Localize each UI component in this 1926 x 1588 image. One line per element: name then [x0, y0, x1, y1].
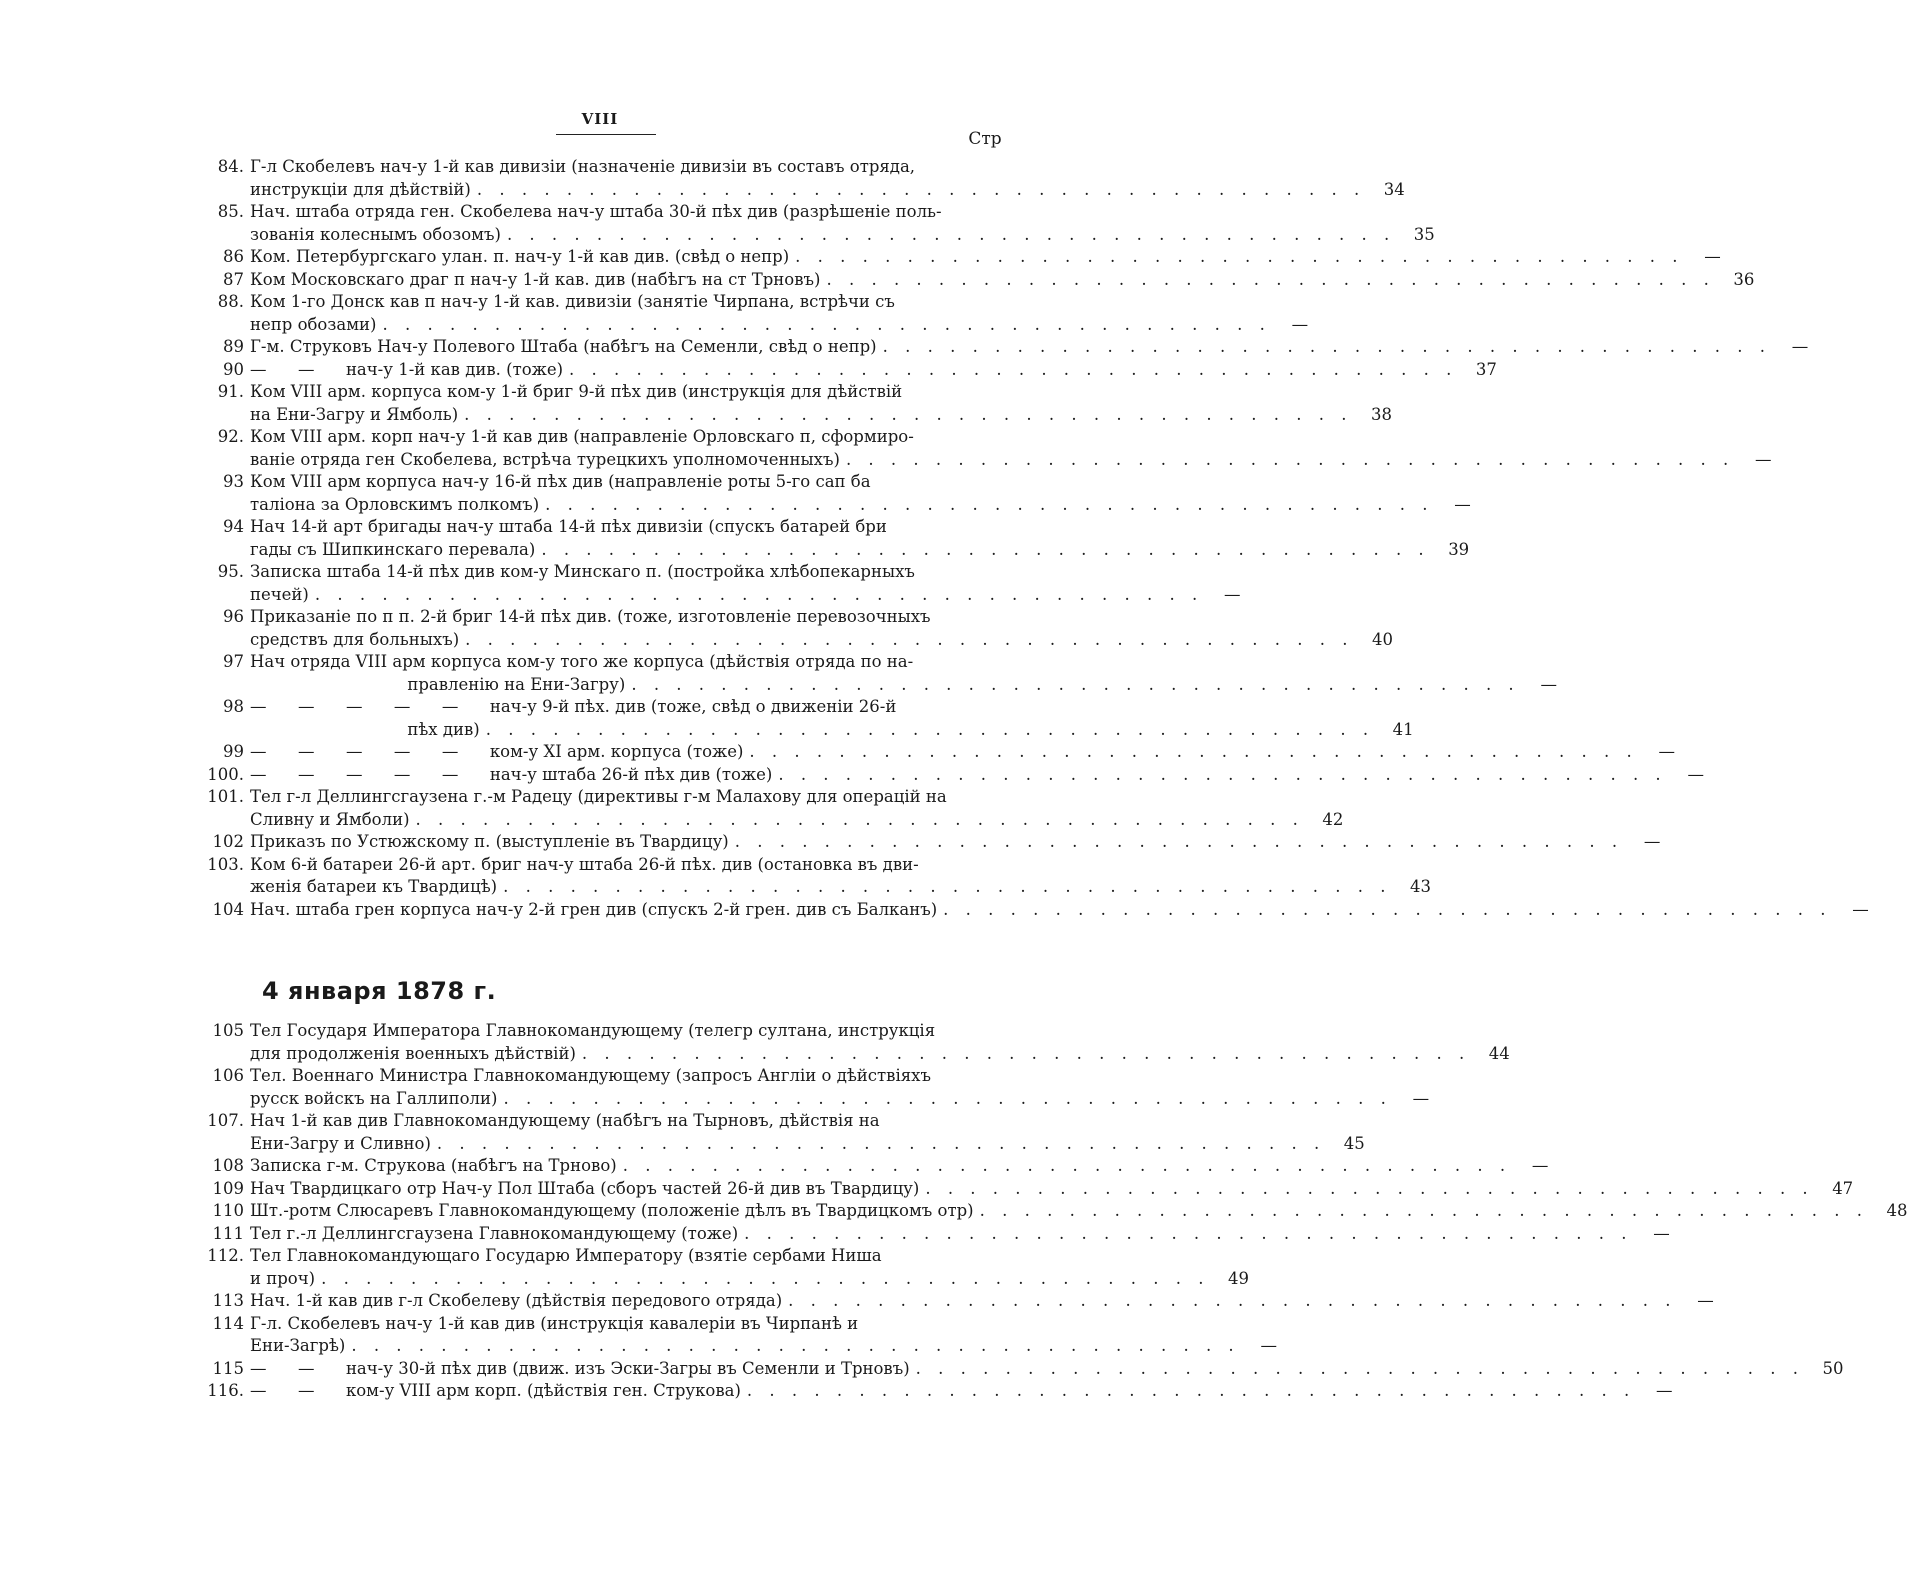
- page-ref: —: [1531, 1156, 1549, 1175]
- page-ref: —: [1643, 832, 1661, 851]
- toc-entry: [200, 359, 1497, 382]
- entry-text: Нач. штаба грен корпуса нач-у 2-й грен див (спускъ 2-й грен. див съ Балканъ): [250, 899, 938, 919]
- entry-text: Г-л Скобелевъ нач-у 1-й кав дивизіи (назначеніе дивизіи въ составъ отряда,: [250, 157, 916, 176]
- entry-text: Нач. штаба отряда ген. Скобелева нач-у штаба 30-й пѣх див (разрѣшеніе поль-: [250, 202, 942, 221]
- entry-text: Ени-Загрѣ): [250, 1336, 346, 1355]
- entry-text: Тел. Военнаго Министра Главнокомандующему (запросъ Англіи о дѣйствіяхъ: [250, 1066, 931, 1085]
- leader-dots: . . . . . . . . . . . . . . . . . . . . . . . . . . . . . . . . . . . . . . . .: [925, 1178, 1814, 1198]
- leader-dots: . . . . . . . . . . . . . . . . . . . . . . . . . . . . . . . . . . . . . . . .: [778, 764, 1667, 784]
- toc-entry: [200, 1110, 1365, 1155]
- entry-line: [250, 291, 1329, 314]
- entry-text: Нач 1-й кав див Главнокомандующему (набѣгъ на Тырновъ, дѣйствія на: [250, 1111, 880, 1130]
- toc-entry: [200, 1155, 1549, 1178]
- page-ref: 39: [1448, 539, 1470, 559]
- page-ref: —: [1653, 1223, 1670, 1243]
- entry-line: [250, 651, 1578, 674]
- page-ref: 47: [1832, 1178, 1854, 1198]
- leader-dots: . . . . . . . . . . . . . . . . . . . . . . . . . . . . . . . . . . . . . . . .: [631, 674, 1520, 694]
- toc-entry: [200, 1313, 1277, 1358]
- entry-number: 88.: [217, 292, 244, 311]
- entry-text: правленію на Ени-Загру): [250, 674, 626, 694]
- page-ref: 43: [1409, 877, 1431, 896]
- entry-number: 104: [212, 899, 244, 919]
- toc-entry: [200, 831, 1661, 854]
- leader-dots: . . . . . . . . . . . . . . . . . . . . . . . . . . . . . . . . . . . . . . . .: [503, 877, 1392, 896]
- page-ref: —: [1755, 449, 1772, 469]
- date-heading: 4 января 1878 г.: [262, 977, 497, 1005]
- entry-text: на Ени-Загру и Ямболь): [250, 404, 459, 424]
- toc-entry: [200, 1380, 1673, 1403]
- toc-entry: [200, 246, 1721, 269]
- entry-line: [250, 426, 1792, 449]
- entry-text: Нач 14-й арт бригады нач-у штаба 14-й пѣх дивизіи (спускъ батарей бри: [250, 517, 887, 536]
- toc-entry: [200, 764, 1704, 787]
- entry-line: [250, 179, 1423, 202]
- leader-dots: . . . . . . . . . . . . . . . . . . . . . . . . . . . . . . . . . . . . . . . .: [503, 1088, 1392, 1108]
- entry-text: Нач Твардицкаго отр Нач-у Пол Штаба (сборъ частей 26-й див въ Твардицу): [250, 1178, 920, 1198]
- page-number: VIII: [581, 110, 619, 128]
- entry-number: 112.: [207, 1246, 244, 1265]
- leader-dots: . . . . . . . . . . . . . . . . . . . . . . . . . . . . . . . . . . . . . . . .: [746, 1381, 1636, 1400]
- entry-text: — — ком-у VIII арм корп. (дѣйствія ген. Струкова): [250, 1381, 741, 1400]
- entry-line: [250, 1335, 1298, 1358]
- leader-dots: . . . . . . . . . . . . . . . . . . . . . . . . . . . . . . . . . . . . . . . .: [382, 314, 1271, 334]
- entry-line: [250, 1223, 1691, 1246]
- page-ref: 34: [1383, 179, 1405, 199]
- entry-line: [250, 1380, 1693, 1403]
- entry-text: Нач отряда VIII арм корпуса ком-у того же корпуса (дѣйствія отряда по на-: [250, 652, 914, 671]
- entry-text: непр обозами): [250, 314, 377, 334]
- toc-entry: [200, 1020, 1510, 1065]
- page-ref: 50: [1822, 1358, 1844, 1378]
- entry-line: [250, 854, 1449, 877]
- entry-line: [250, 404, 1411, 427]
- entry-number: 89: [223, 337, 244, 356]
- entry-text: для продолженія военныхъ дѣйствій): [250, 1043, 576, 1063]
- entry-number: 92.: [217, 427, 244, 446]
- toc-entry: [200, 269, 1755, 292]
- entry-number: 96: [223, 607, 244, 626]
- entry-text: Шт.-ротм Слюсаревъ Главнокомандующему (положеніе дѣлъ въ Твардицкомъ отр): [250, 1201, 974, 1220]
- toc-entry: [200, 336, 1809, 359]
- entry-number: 93: [223, 472, 244, 491]
- entry-text: русск войскъ на Галлиполи): [250, 1088, 498, 1108]
- entry-number: 106: [212, 1066, 244, 1085]
- entry-text: средствъ для больныхъ): [250, 629, 460, 649]
- entry-number: 109: [212, 1178, 244, 1198]
- leader-dots: . . . . . . . . . . . . . . . . . . . . . . . . . . . . . . . . . . . . . . . .: [826, 269, 1715, 289]
- entry-text: инструкціи для дѣйствій): [250, 179, 471, 199]
- entry-line: [250, 471, 1492, 494]
- entry-number: 116.: [207, 1381, 244, 1400]
- entry-text: зованія колеснымъ обозомъ): [250, 224, 501, 244]
- leader-dots: . . . . . . . . . . . . . . . . . . . . . . . . . . . . . . . . . . . . . . . .: [622, 1156, 1512, 1175]
- entry-text: Тел Государя Императора Главнокомандующему (телегр султана, инструкція: [250, 1021, 936, 1040]
- entry-line: [250, 1065, 1450, 1088]
- entry-number: 115: [212, 1358, 244, 1378]
- leader-dots: . . . . . . . . . . . . . . . . . . . . . . . . . . . . . . . . . . . . . . . .: [465, 629, 1354, 649]
- page-ref: 48: [1886, 1201, 1908, 1220]
- page-ref: —: [1540, 674, 1557, 694]
- entry-text: — — — — — ком-у XI арм. корпуса (тоже): [250, 742, 744, 761]
- entry-text: Приказъ по Устюжскому п. (выступленіе въ Твардицу): [250, 832, 729, 851]
- entry-line: [250, 1155, 1569, 1178]
- entry-number: 108: [212, 1156, 244, 1175]
- page-ref: —: [1687, 764, 1704, 784]
- page-ref: —: [1412, 1088, 1430, 1108]
- entry-line: [250, 359, 1515, 382]
- toc-entry: [200, 426, 1772, 471]
- entry-line: [250, 314, 1329, 337]
- entry-line: [250, 1245, 1267, 1268]
- entry-line: [250, 741, 1696, 764]
- entry-line: [250, 674, 1578, 697]
- entry-line: [250, 1313, 1298, 1336]
- leader-dots: . . . . . . . . . . . . . . . . . . . . . . . . . . . . . . . . . . . . . . . .: [314, 584, 1204, 604]
- entry-text: Записка штаба 14-й пѣх див ком-у Минскаго п. (постройка хлѣбопекарныхъ: [250, 562, 915, 581]
- entry-line: [250, 1268, 1267, 1291]
- toc-entry: [200, 1223, 1670, 1246]
- entry-line: [250, 1133, 1383, 1156]
- entry-line: [250, 539, 1488, 562]
- toc-entry: [200, 1200, 1908, 1223]
- page-ref: —: [1454, 494, 1471, 514]
- leader-dots: . . . . . . . . . . . . . . . . . . . . . . . . . . . . . . . . . . . . . . . .: [788, 1291, 1677, 1310]
- entry-number: 90: [223, 359, 244, 379]
- entry-line: [250, 809, 1362, 832]
- entry-text: Ком VIII арм. корпуса ком-у 1-й бриг 9-й пѣх див (инструкція для дѣйствій: [250, 382, 903, 401]
- leader-dots: . . . . . . . . . . . . . . . . . . . . . . . . . . . . . . . . . . . . . . . .: [882, 337, 1771, 356]
- toc-entry: [200, 1245, 1249, 1290]
- entries-section-1: [200, 156, 1869, 921]
- entry-text: Ени-Загру и Сливно): [250, 1133, 431, 1153]
- entry-number: 91.: [217, 382, 244, 401]
- leader-dots: . . . . . . . . . . . . . . . . . . . . . . . . . . . . . . . . . . . . . . . .: [845, 449, 1735, 469]
- toc-entry: [200, 899, 1869, 922]
- entry-line: [250, 201, 1453, 224]
- page-ref: 49: [1227, 1268, 1249, 1288]
- page-ref: —: [1852, 899, 1869, 919]
- leader-dots: . . . . . . . . . . . . . . . . . . . . . . . . . . . . . . . . . . . . . . . .: [464, 404, 1353, 424]
- entry-line: [250, 1110, 1383, 1133]
- entry-text: Ком VIII арм корпуса нач-у 16-й пѣх див (направленіе роты 5-го сап ба: [250, 472, 871, 491]
- entry-number: 105: [212, 1021, 244, 1040]
- entry-line: [250, 381, 1411, 404]
- leader-dots: . . . . . . . . . . . . . . . . . . . . . . . . . . . . . . . . . . . . . . . .: [979, 1201, 1868, 1220]
- leader-dots: . . . . . . . . . . . . . . . . . . . . . . . . . . . . . . . . . . . . . . . .: [485, 719, 1375, 739]
- entry-text: Записка г-м. Струкова (набѣгъ на Трново): [250, 1156, 617, 1175]
- entry-number: 113: [212, 1291, 244, 1310]
- leader-dots: . . . . . . . . . . . . . . . . . . . . . . . . . . . . . . . . . . . . . . . .: [943, 899, 1832, 919]
- leader-dots: . . . . . . . . . . . . . . . . . . . . . . . . . . . . . . . . . . . . . . . .: [476, 179, 1366, 199]
- page-ref: —: [1791, 337, 1809, 356]
- entry-text: Ком Московскаго драг п нач-у 1-й кав. див (набѣгъ на ст Трновъ): [250, 269, 821, 289]
- entry-line: [250, 269, 1773, 292]
- page-column-label: Стр: [968, 129, 1002, 149]
- entry-line: [250, 831, 1681, 854]
- toc-entry: [200, 741, 1676, 764]
- toc-entry: [200, 696, 1414, 741]
- entry-line: [250, 561, 1261, 584]
- entry-number: 95.: [217, 562, 244, 581]
- page-ref: 42: [1322, 809, 1344, 829]
- entry-text: Сливну и Ямболи): [250, 809, 410, 829]
- page-ref: —: [1704, 247, 1721, 266]
- entry-line: [250, 1043, 1528, 1066]
- entry-line: [250, 584, 1261, 607]
- entry-line: [250, 876, 1449, 899]
- entry-text: Ком. Петербургскаго улан. п. нач-у 1-й кав див. (свѣд о непр): [250, 247, 790, 266]
- entry-number: 99: [223, 742, 244, 761]
- entry-text: Тел г.-л Деллингсгаузена Главнокомандующему (тоже): [250, 1223, 739, 1243]
- entry-number: 86: [223, 247, 244, 266]
- leader-dots: . . . . . . . . . . . . . . . . . . . . . . . . . . . . . . . . . . . . . . . .: [436, 1133, 1326, 1153]
- entry-line: [250, 606, 1412, 629]
- leader-dots: . . . . . . . . . . . . . . . . . . . . . . . . . . . . . . . . . . . . . . . .: [915, 1358, 1805, 1378]
- entry-number: 98: [223, 697, 244, 716]
- toc-entry: [200, 606, 1393, 651]
- page-ref: —: [1223, 584, 1241, 604]
- entry-text: Тел Главнокомандующаго Государю Императору (взятіе сербами Ниша: [250, 1246, 882, 1265]
- entry-text: ваніе отряда ген Скобелева, встрѣча турецкихъ уполномоченныхъ): [250, 449, 840, 469]
- page-ref: 45: [1343, 1133, 1365, 1153]
- entry-number: 85.: [217, 202, 244, 221]
- leader-dots: . . . . . . . . . . . . . . . . . . . . . . . . . . . . . . . . . . . . . . . .: [541, 539, 1430, 559]
- leader-dots: . . . . . . . . . . . . . . . . . . . . . . . . . . . . . . . . . . . . . . . .: [749, 742, 1638, 761]
- entry-line: [250, 629, 1412, 652]
- leader-dots: . . . . . . . . . . . . . . . . . . . . . . . . . . . . . . . . . . . . . . . .: [581, 1043, 1471, 1063]
- toc-entry: [200, 561, 1241, 606]
- entry-number: 84.: [217, 157, 244, 176]
- entry-text: печей): [250, 584, 309, 604]
- toc-entry: [200, 381, 1393, 426]
- entry-text: — — нач-у 1-й кав див. (тоже): [250, 359, 564, 379]
- entry-text: Ком VIII арм. корп нач-у 1-й кав див (направленіе Орловскаго п, сформиро-: [250, 427, 914, 446]
- toc-entry: [200, 1178, 1854, 1201]
- entry-text: Ком 1-го Донск кав п нач-у 1-й кав. дивизіи (занятіе Чирпана, встрѣчи съ: [250, 292, 895, 311]
- page-ref: 36: [1733, 269, 1755, 289]
- toc-entry: [200, 471, 1471, 516]
- entry-text: Приказаніе по п п. 2-й бриг 14-й пѣх див. (тоже, изготовленіе перевозочныхъ: [250, 607, 931, 626]
- entry-number: 101.: [207, 787, 244, 806]
- entry-line: [250, 1088, 1450, 1111]
- entry-text: Г-л. Скобелевъ нач-у 1-й кав див (инструкція кавалеріи въ Чирпанѣ и: [250, 1313, 859, 1333]
- toc-entry: [200, 201, 1435, 246]
- entry-text: пѣх див): [250, 719, 480, 739]
- entry-line: [250, 449, 1792, 472]
- page-ref: —: [1656, 1381, 1673, 1400]
- toc-entry: [200, 1065, 1430, 1110]
- entry-line: [250, 1290, 1735, 1313]
- page-ref: —: [1260, 1336, 1277, 1355]
- entry-number: 103.: [207, 854, 244, 874]
- page-ref: —: [1291, 314, 1309, 334]
- page-number-rule: [556, 134, 656, 135]
- toc-entry: [200, 516, 1470, 561]
- toc-entry: [200, 1358, 1844, 1381]
- leader-dots: . . . . . . . . . . . . . . . . . . . . . . . . . . . . . . . . . . . . . . . .: [734, 832, 1624, 851]
- entries-section-2: [200, 1020, 1908, 1403]
- entry-text: женія батареи къ Твардицѣ): [250, 877, 498, 896]
- page-ref: 35: [1413, 224, 1435, 244]
- entry-line: [250, 1178, 1872, 1201]
- page-ref: 44: [1488, 1043, 1510, 1063]
- leader-dots: . . . . . . . . . . . . . . . . . . . . . . . . . . . . . . . . . . . . . . . .: [351, 1336, 1240, 1355]
- toc-entry: [200, 291, 1309, 336]
- entry-line: [250, 336, 1829, 359]
- entry-text: — — — — — нач-у штаба 26-й пѣх див (тоже): [250, 764, 773, 784]
- leader-dots: . . . . . . . . . . . . . . . . . . . . . . . . . . . . . . . . . . . . . . . .: [506, 224, 1396, 244]
- page-ref: 38: [1371, 404, 1393, 424]
- entry-number: 94: [223, 517, 244, 536]
- entry-line: [250, 1200, 1926, 1223]
- entry-line: [250, 1020, 1528, 1043]
- entry-number: 114: [212, 1313, 244, 1333]
- entry-number: 100.: [207, 764, 244, 784]
- leader-dots: . . . . . . . . . . . . . . . . . . . . . . . . . . . . . . . . . . . . . . . .: [744, 1223, 1633, 1243]
- entry-line: [250, 224, 1453, 247]
- leader-dots: . . . . . . . . . . . . . . . . . . . . . . . . . . . . . . . . . . . . . . . .: [321, 1268, 1210, 1288]
- toc-entry: [200, 854, 1431, 899]
- entry-number: 107.: [207, 1111, 244, 1130]
- page-ref: 41: [1392, 719, 1414, 739]
- entry-text: таліона за Орловскимъ полкомъ): [250, 494, 540, 514]
- entry-line: [250, 516, 1488, 539]
- entry-text: Тел г-л Деллингсгаузена г.-м Радецу (директивы г-м Малахову для операцій на: [250, 787, 947, 806]
- entry-number: 110: [212, 1201, 244, 1220]
- entry-text: гады съ Шипкинскаго перевала): [250, 539, 536, 559]
- entry-number: 111: [212, 1223, 244, 1243]
- toc-entry: [200, 1290, 1714, 1313]
- leader-dots: . . . . . . . . . . . . . . . . . . . . . . . . . . . . . . . . . . . . . . . .: [795, 247, 1684, 266]
- entry-line: [250, 899, 1890, 922]
- entry-text: Г-м. Струковъ Нач-у Полевого Штаба (набѣгъ на Семенли, свѣд о непр): [250, 337, 877, 356]
- entry-text: — — — — — нач-у 9-й пѣх. див (тоже, свѣд о движеніи 26-й: [250, 697, 897, 716]
- page-ref: —: [1658, 742, 1676, 761]
- leader-dots: . . . . . . . . . . . . . . . . . . . . . . . . . . . . . . . . . . . . . . . .: [545, 494, 1434, 514]
- toc-entry: [200, 651, 1557, 696]
- leader-dots: . . . . . . . . . . . . . . . . . . . . . . . . . . . . . . . . . . . . . . . .: [569, 359, 1458, 379]
- entry-line: [250, 786, 1362, 809]
- entry-text: — — нач-у 30-й пѣх див (движ. изъ Эски-Загры въ Семенли и Трновъ): [250, 1358, 910, 1378]
- entry-number: 97: [223, 652, 244, 671]
- entry-line: [250, 764, 1725, 787]
- entry-line: [250, 246, 1742, 269]
- entry-text: и проч): [250, 1268, 316, 1288]
- entry-number: 87: [223, 269, 244, 289]
- entry-line: [250, 156, 1423, 179]
- entry-line: [250, 494, 1492, 517]
- entry-line: [250, 696, 1432, 719]
- toc-entry: [200, 786, 1344, 831]
- page-ref: 40: [1372, 629, 1393, 649]
- entry-line: [250, 719, 1432, 742]
- page-ref: 37: [1475, 359, 1497, 379]
- toc-entry: [200, 156, 1405, 201]
- entry-text: Ком 6-й батареи 26-й арт. бриг нач-у штаба 26-й пѣх. див (остановка въ дви-: [250, 854, 919, 874]
- entry-line: [250, 1358, 1862, 1381]
- leader-dots: . . . . . . . . . . . . . . . . . . . . . . . . . . . . . . . . . . . . . . . .: [415, 809, 1304, 829]
- page-ref: —: [1697, 1291, 1714, 1310]
- entry-number: 102: [212, 832, 244, 851]
- entry-text: Нач. 1-й кав див г-л Скобелеву (дѣйствія передового отряда): [250, 1291, 783, 1310]
